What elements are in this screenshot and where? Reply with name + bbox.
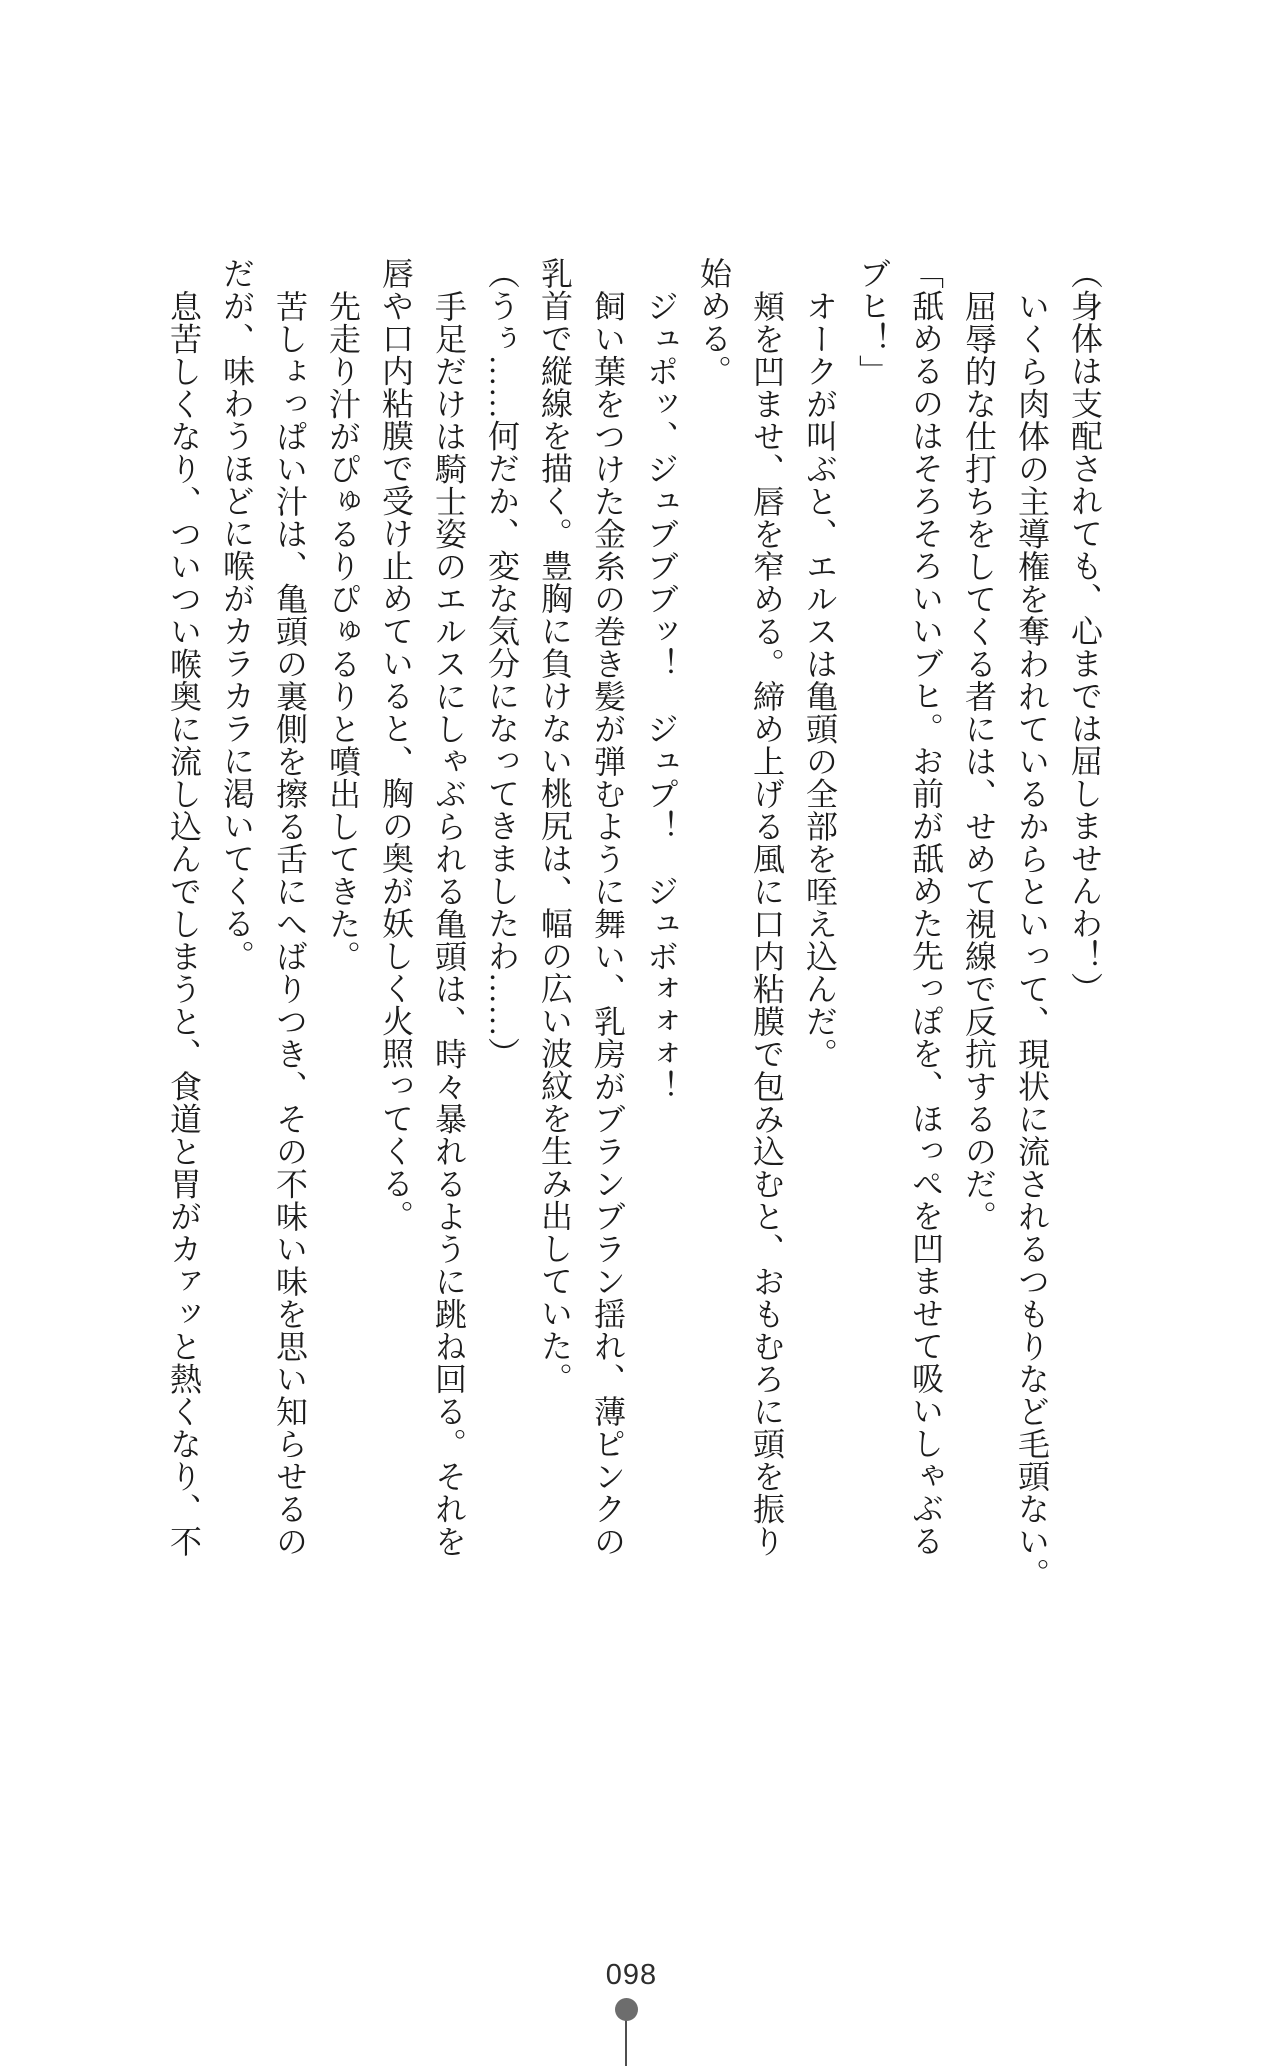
text-column: オークが叫ぶと、エルスは亀頭の全部を咥え込んだ。 xyxy=(802,289,838,1070)
text-column: （うぅ……何だか、変な気分になってきましたわ……） xyxy=(484,257,520,1070)
text-column: いくら肉体の主導権を奪われているからといって、現状に流されるつもりなど毛頭ない。 xyxy=(1014,289,1050,1590)
page-number: 098 xyxy=(605,1959,658,1991)
text-column: 「舐めるのはそろそろいいブヒ。お前が舐めた先っぽを、ほっぺを凹ませて吸いしゃぶる xyxy=(908,257,944,1557)
footer-marker-dot xyxy=(615,1998,638,2021)
text-column: 乳首で縦線を描く。豊胸に負けない桃尻は、幅の広い波紋を生み出していた。 xyxy=(537,257,573,1395)
text-column: だが、味わうほどに喉がカラカラに渇いてくる。 xyxy=(219,257,255,972)
text-column: ジュポッ、ジュブブブッ！ ジュプ！ ジュボォォォ！ xyxy=(643,289,679,1102)
text-column: 飼い葉をつけた金糸の巻き髪が弾むように舞い、乳房がブランブラン揺れ、薄ピンクの xyxy=(590,289,626,1557)
vertical-text-block xyxy=(157,257,1111,1595)
text-column: 手足だけは騎士姿のエルスにしゃぶられる亀頭は、時々暴れるように跳ね回る。それを xyxy=(431,289,467,1557)
text-column: 息苦しくなり、ついつい喉奥に流し込んでしまうと、食道と胃がカァッと熱くなり、不 xyxy=(166,289,202,1557)
text-column: ブヒ！」 xyxy=(855,257,891,387)
text-column: （身体は支配されても、心までは屈しませんわ！） xyxy=(1067,257,1103,1005)
text-column: 頬を凹ませ、唇を窄める。締め上げる風に口内粘膜で包み込むと、おもむろに頭を振り xyxy=(749,289,785,1557)
text-column: 始める。 xyxy=(696,257,732,387)
text-column: 苦しょっぱい汁は、亀頭の裏側を擦る舌にへばりつき、その不味い味を思い知らせるの xyxy=(272,289,308,1557)
text-column: 唇や口内粘膜で受け止めていると、胸の奥が妖しく火照ってくる。 xyxy=(378,257,414,1232)
text-column: 先走り汁がぴゅるりぴゅるりと噴出してきた。 xyxy=(325,289,361,972)
text-column: 屈辱的な仕打ちをしてくる者には、せめて視線で反抗するのだ。 xyxy=(961,289,997,1232)
